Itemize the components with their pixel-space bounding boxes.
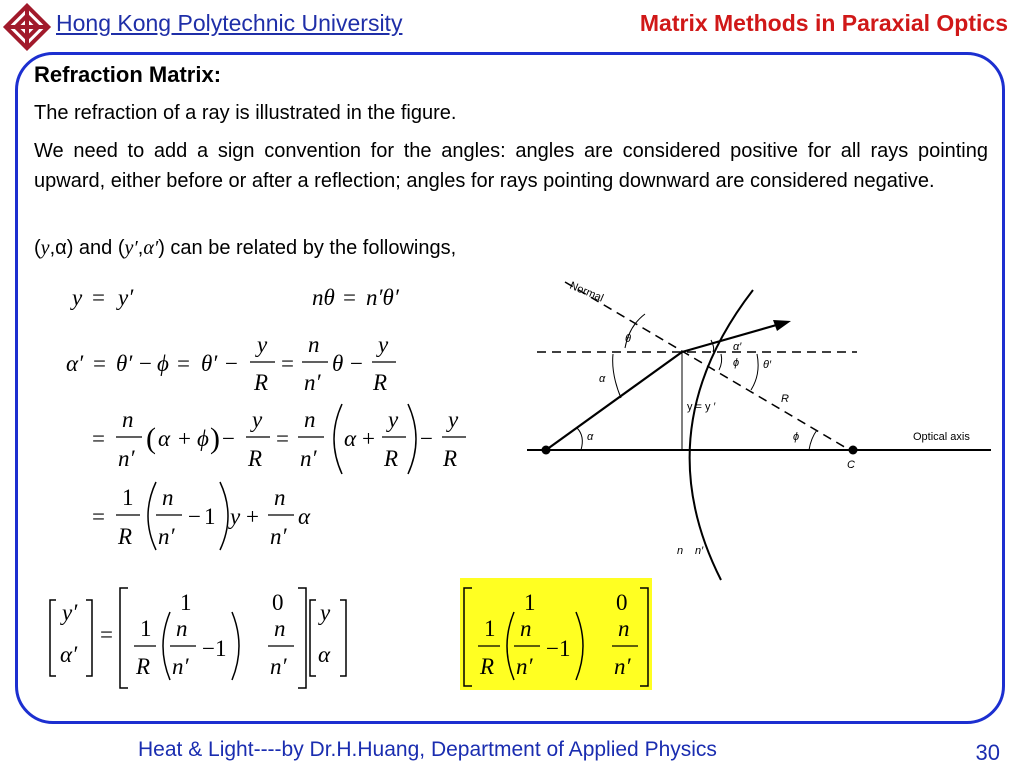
fig-theta: θ: [625, 333, 631, 345]
university-link[interactable]: Hong Kong Polytechnic University: [56, 10, 403, 36]
svg-text:θ: θ: [332, 351, 344, 376]
svg-text:n′: n′: [516, 654, 533, 679]
svg-text:R: R: [136, 654, 151, 679]
svg-text:y: y: [257, 332, 268, 357]
svg-text:y: y: [72, 285, 83, 310]
svg-text:=: =: [93, 351, 106, 376]
fig-alpha-2: α: [587, 431, 594, 443]
svg-text:=: =: [92, 504, 105, 529]
svg-text:n′: n′: [118, 446, 135, 471]
svg-text:=: =: [92, 426, 105, 451]
fig-n-label: n: [677, 545, 684, 557]
fig-C-label: C: [847, 459, 855, 471]
paragraph-intro: The refraction of a ray is illustrated in the figure.: [34, 102, 457, 124]
svg-text:y: y: [320, 600, 331, 625]
paragraph-relation: (y,α) and (y′,α′) can be related by the followings,: [34, 237, 457, 259]
svg-text:(: (: [146, 422, 156, 455]
svg-text:−: −: [350, 351, 363, 376]
svg-text:+: +: [246, 504, 259, 529]
svg-text:y: y: [388, 407, 399, 432]
svg-text:=: =: [92, 285, 105, 310]
svg-text:n: n: [308, 332, 320, 357]
svg-text:): ): [210, 422, 220, 455]
page-number: 30: [975, 740, 1000, 765]
svg-text:α: α: [158, 426, 171, 451]
svg-text:+: +: [362, 426, 375, 451]
svg-text:n: n: [162, 485, 174, 510]
svg-text:=: =: [281, 351, 294, 376]
svg-text:y: y: [252, 407, 263, 432]
svg-text:n: n: [122, 407, 134, 432]
var-y: y: [40, 237, 50, 259]
svg-text:y: y: [378, 332, 389, 357]
svg-text:n: n: [520, 616, 532, 641]
svg-text:α′: α′: [60, 642, 78, 667]
svg-text:1: 1: [524, 590, 536, 615]
svg-text:R: R: [373, 370, 388, 395]
svg-text:1: 1: [204, 504, 216, 529]
svg-text:n: n: [176, 616, 188, 641]
svg-text:=: =: [343, 285, 356, 310]
svg-text:−: −: [225, 351, 238, 376]
svg-text:1: 1: [180, 590, 192, 615]
svg-text:R: R: [480, 654, 495, 679]
svg-text:−: −: [139, 351, 152, 376]
footer-credit: Heat & Light----by Dr.H.Huang, Department of Applied Physics: [138, 738, 717, 761]
svg-text:−1: −1: [546, 636, 571, 661]
svg-text:0: 0: [272, 590, 284, 615]
svg-text:R: R: [384, 446, 399, 471]
svg-text:n′θ′: n′θ′: [366, 285, 399, 310]
svg-text:n: n: [618, 616, 630, 641]
svg-text:α: α: [298, 504, 311, 529]
fig-phi: ϕ: [733, 357, 740, 369]
svg-text:y′: y′: [118, 285, 134, 310]
var-alpha: α: [55, 237, 67, 259]
svg-text:n′: n′: [614, 654, 631, 679]
relation-tail: ) can be related by the followings,: [158, 237, 457, 259]
fig-alpha-prime: α′: [733, 341, 742, 353]
fig-y-equals: y = y ′: [687, 401, 716, 413]
svg-text:R: R: [118, 524, 133, 549]
fig-phi-2: ϕ: [793, 431, 800, 443]
svg-text:θ′: θ′: [201, 351, 218, 376]
svg-text:=: =: [100, 622, 113, 647]
svg-text:n′: n′: [300, 446, 317, 471]
svg-text:n′: n′: [270, 524, 287, 549]
svg-text:−: −: [188, 504, 201, 529]
fig-alpha: α: [599, 373, 606, 385]
svg-text:α: α: [318, 642, 331, 667]
svg-text:y′: y′: [62, 600, 78, 625]
fig-optical-axis-label: Optical axis: [913, 431, 970, 443]
svg-text:−: −: [420, 426, 433, 451]
svg-text:n′: n′: [304, 370, 321, 395]
svg-text:ϕ: ϕ: [157, 351, 169, 376]
var-alpha-prime: α′: [143, 237, 159, 259]
svg-text:α: α: [344, 426, 357, 451]
svg-text:R: R: [443, 446, 458, 471]
svg-text:y: y: [230, 504, 241, 529]
svg-text:y: y: [448, 407, 459, 432]
svg-text:=: =: [177, 351, 190, 376]
svg-text:R: R: [248, 446, 263, 471]
svg-text:n′: n′: [270, 654, 287, 679]
course-title: Matrix Methods in Paraxial Optics: [639, 10, 1008, 36]
svg-text:θ′: θ′: [116, 351, 133, 376]
svg-text:−: −: [222, 426, 235, 451]
svg-text:ϕ: ϕ: [197, 426, 209, 451]
svg-text:1: 1: [140, 616, 152, 641]
svg-text:−1: −1: [202, 636, 227, 661]
svg-text:+: +: [178, 426, 191, 451]
svg-text:n′: n′: [158, 524, 175, 549]
svg-text:0: 0: [616, 590, 628, 615]
svg-text:n: n: [274, 616, 286, 641]
svg-text:1: 1: [122, 485, 134, 510]
var-y-prime: y′: [124, 237, 138, 259]
svg-text:n: n: [274, 485, 286, 510]
svg-text:α′: α′: [66, 351, 84, 376]
svg-text:=: =: [276, 426, 289, 451]
fig-R: R: [781, 393, 789, 405]
svg-text:n: n: [304, 407, 316, 432]
fig-theta-prime: θ′: [763, 359, 772, 371]
fig-n-prime-label: n′: [695, 545, 704, 557]
fig-normal-label: Normal: [567, 279, 606, 305]
svg-text:nθ: nθ: [312, 285, 335, 310]
refraction-diagram: [525, 270, 995, 600]
section-heading: Refraction Matrix:: [34, 62, 222, 87]
svg-text:1: 1: [484, 616, 496, 641]
relation-connector: ) and (: [66, 237, 125, 259]
svg-text:R: R: [254, 370, 269, 395]
paragraph-sign-convention: We need to add a sign convention for the angles: angles are considered positive for all rays pointing upward, either before or after a reflection; angles for rays pointing downward are considered negative.: [34, 140, 988, 192]
svg-text:n′: n′: [172, 654, 189, 679]
